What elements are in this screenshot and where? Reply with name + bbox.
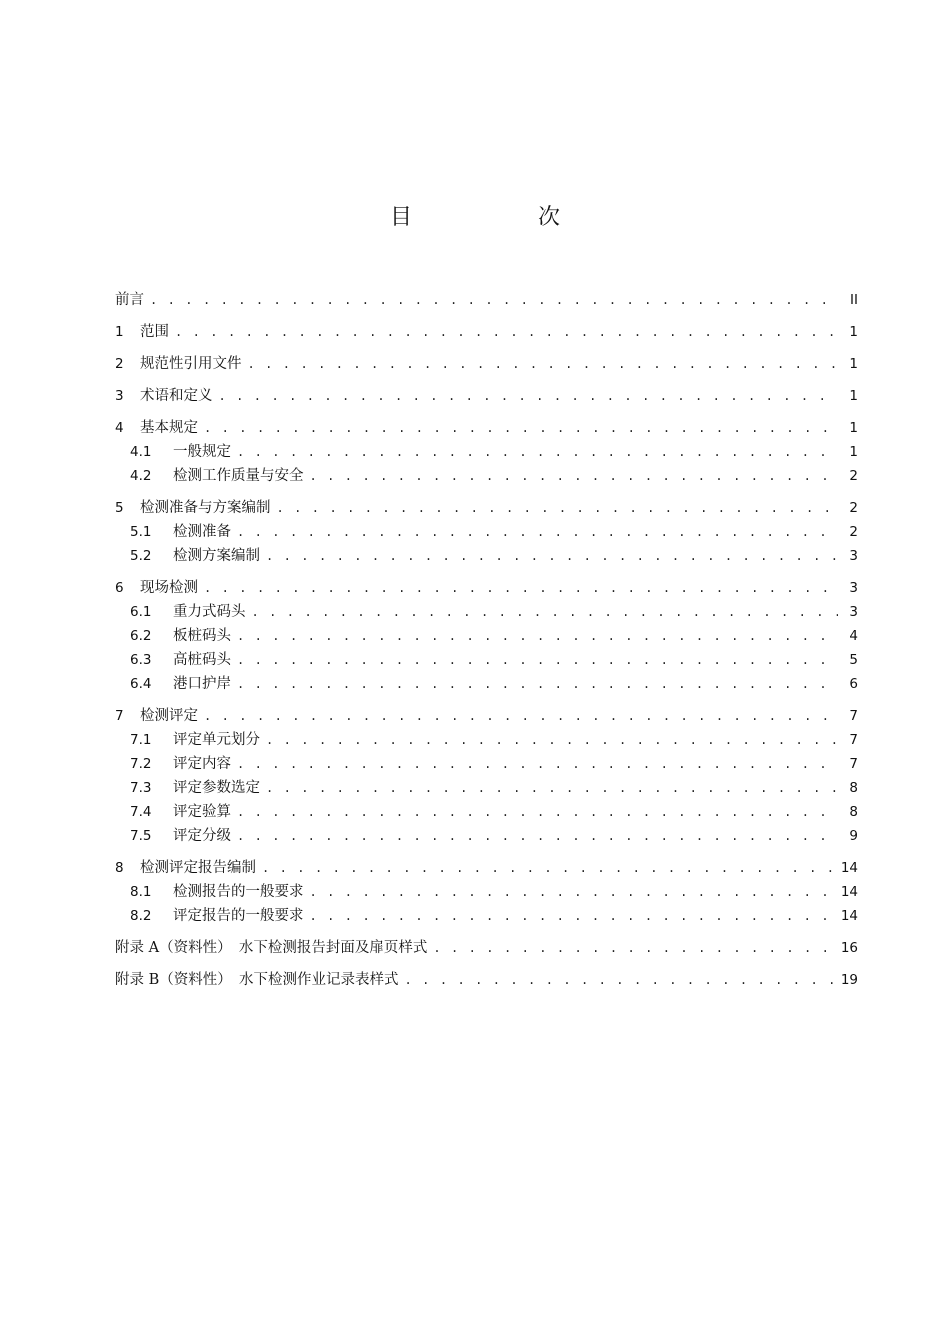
toc-entry-number: 5	[115, 500, 124, 516]
toc-dot-leader	[262, 856, 835, 880]
toc-dot-leader	[266, 776, 838, 800]
toc-dot-leader	[405, 968, 835, 992]
toc-dot-leader	[310, 904, 835, 928]
table-of-contents	[115, 288, 858, 992]
toc-entry[interactable]	[115, 576, 858, 600]
toc-entry-number: 7.1	[130, 732, 152, 748]
toc-entry-page-number: 2	[849, 524, 858, 540]
toc-dot-leader	[204, 416, 838, 440]
toc-entry-label: 术语和定义	[140, 388, 213, 404]
toc-entry-page-number: 7	[849, 732, 858, 748]
toc-entry[interactable]	[115, 856, 858, 880]
toc-entry-number: 7.2	[130, 756, 152, 772]
toc-entry-label: 检测报告的一般要求	[173, 884, 304, 900]
toc-entry-label: 检测方案编制	[173, 548, 260, 564]
toc-entry[interactable]	[115, 520, 858, 544]
toc-entry-page-number: 14	[840, 860, 858, 876]
toc-entry[interactable]	[115, 352, 858, 376]
toc-entry-number: 4.2	[130, 468, 152, 484]
toc-entry-number: 2	[115, 356, 124, 372]
toc-entry-page-number: 8	[849, 780, 858, 796]
toc-entry-label: 检测评定	[140, 708, 198, 724]
toc-entry-label: 评定分级	[173, 828, 231, 844]
toc-dot-leader	[175, 320, 838, 344]
toc-entry-number: 7	[115, 708, 124, 724]
toc-entry-number: 1	[115, 324, 124, 340]
toc-entry-page-number: 3	[849, 580, 858, 596]
toc-entry[interactable]	[115, 496, 858, 520]
toc-dot-leader	[237, 624, 838, 648]
toc-dot-leader	[237, 752, 838, 776]
toc-entry-label: 基本规定	[140, 420, 198, 436]
toc-entry-number: 8	[115, 860, 124, 876]
toc-entry[interactable]	[115, 440, 858, 464]
toc-entry-page-number: 14	[840, 908, 858, 924]
toc-entry-label: 评定参数选定	[173, 780, 260, 796]
toc-entry[interactable]	[115, 776, 858, 800]
toc-entry-label: 高桩码头	[173, 652, 231, 668]
toc-entry-page-number: 2	[849, 468, 858, 484]
toc-dot-leader	[237, 648, 838, 672]
toc-entry-page-number: 14	[840, 884, 858, 900]
toc-entry[interactable]	[115, 800, 858, 824]
toc-entry-number: 6.3	[130, 652, 152, 668]
toc-entry[interactable]	[115, 544, 858, 568]
toc-entry[interactable]	[115, 600, 858, 624]
toc-entry-label: 评定验算	[173, 804, 231, 820]
toc-dot-leader	[204, 576, 838, 600]
toc-dot-leader	[266, 728, 838, 752]
toc-entry-label: 重力式码头	[173, 604, 246, 620]
toc-dot-leader	[252, 600, 839, 624]
toc-entry-label: 一般规定	[173, 444, 231, 460]
toc-entry-label: 附录 A（资料性） 水下检测报告封面及扉页样式	[115, 940, 428, 956]
toc-entry-number: 6	[115, 580, 124, 596]
toc-entry-number: 4	[115, 420, 124, 436]
toc-entry-label: 板桩码头	[173, 628, 231, 644]
toc-entry-label: 前言	[115, 292, 144, 308]
toc-entry-number: 7.3	[130, 780, 152, 796]
toc-entry[interactable]	[115, 752, 858, 776]
toc-dot-leader	[237, 672, 838, 696]
toc-entry-page-number: 7	[849, 708, 858, 724]
toc-entry-page-number: 3	[849, 548, 858, 564]
toc-dot-leader	[277, 496, 839, 520]
toc-entry[interactable]	[115, 384, 858, 408]
toc-entry-page-number: 5	[849, 652, 858, 668]
toc-entry-number: 6.1	[130, 604, 152, 620]
toc-entry-number: 8.2	[130, 908, 152, 924]
toc-dot-leader	[237, 520, 838, 544]
toc-entry-page-number: 8	[849, 804, 858, 820]
toc-entry-page-number: 1	[849, 388, 858, 404]
toc-dot-leader	[204, 704, 838, 728]
toc-entry[interactable]	[115, 288, 858, 312]
toc-entry[interactable]	[115, 648, 858, 672]
toc-entry-number: 8.1	[130, 884, 152, 900]
toc-entry-page-number: 2	[849, 500, 858, 516]
toc-entry-label: 检测工作质量与安全	[173, 468, 304, 484]
toc-entry-page-number: 1	[849, 324, 858, 340]
toc-entry[interactable]	[115, 728, 858, 752]
toc-entry-page-number: 19	[840, 972, 858, 988]
toc-entry-number: 5.1	[130, 524, 152, 540]
toc-entry-label: 港口护岸	[173, 676, 231, 692]
toc-entry-number: 7.5	[130, 828, 152, 844]
toc-entry-page-number: 7	[849, 756, 858, 772]
toc-entry-label: 检测评定报告编制	[140, 860, 256, 876]
toc-entry-label: 检测准备与方案编制	[140, 500, 271, 516]
toc-entry-label: 评定单元划分	[173, 732, 260, 748]
toc-entry-page-number: 16	[840, 940, 858, 956]
toc-entry-label: 检测准备	[173, 524, 231, 540]
toc-dot-leader	[237, 800, 838, 824]
toc-entry-page-number: 3	[849, 604, 858, 620]
toc-entry-label: 范围	[140, 324, 169, 340]
page-title: 目 次	[389, 205, 612, 230]
toc-entry-page-number: II	[850, 292, 858, 308]
toc-dot-leader	[266, 544, 838, 568]
toc-entry-number: 7.4	[130, 804, 152, 820]
toc-entry-number: 6.2	[130, 628, 152, 644]
toc-entry-page-number: 1	[849, 356, 858, 372]
toc-entry[interactable]	[115, 968, 858, 992]
toc-entry[interactable]	[115, 936, 858, 960]
toc-entry[interactable]	[115, 824, 858, 848]
toc-dot-leader	[433, 936, 834, 960]
toc-dot-leader	[310, 464, 839, 488]
toc-dot-leader	[150, 288, 838, 312]
toc-entry-number: 5.2	[130, 548, 152, 564]
toc-entry[interactable]	[115, 704, 858, 728]
toc-entry[interactable]	[115, 464, 858, 488]
toc-entry-number: 6.4	[130, 676, 152, 692]
toc-dot-leader	[310, 880, 835, 904]
toc-dot-leader	[248, 352, 839, 376]
toc-entry-page-number: 6	[849, 676, 858, 692]
toc-entry[interactable]	[115, 880, 858, 904]
toc-entry[interactable]	[115, 624, 858, 648]
toc-dot-leader	[237, 440, 838, 464]
toc-entry-label: 规范性引用文件	[140, 356, 242, 372]
toc-entry-page-number: 9	[849, 828, 858, 844]
toc-entry-label: 现场检测	[140, 580, 198, 596]
toc-dot-leader	[219, 384, 839, 408]
toc-dot-leader	[237, 824, 838, 848]
toc-entry[interactable]	[115, 320, 858, 344]
toc-entry-page-number: 1	[849, 444, 858, 460]
toc-entry[interactable]	[115, 416, 858, 440]
toc-entry-page-number: 1	[849, 420, 858, 436]
toc-entry-label: 附录 B（资料性） 水下检测作业记录表样式	[115, 972, 399, 988]
toc-entry[interactable]	[115, 672, 858, 696]
toc-entry-label: 评定内容	[173, 756, 231, 772]
toc-entry-label: 评定报告的一般要求	[173, 908, 304, 924]
toc-entry-number: 3	[115, 388, 124, 404]
toc-entry-page-number: 4	[849, 628, 858, 644]
toc-entry[interactable]	[115, 904, 858, 928]
toc-entry-number: 4.1	[130, 444, 152, 460]
